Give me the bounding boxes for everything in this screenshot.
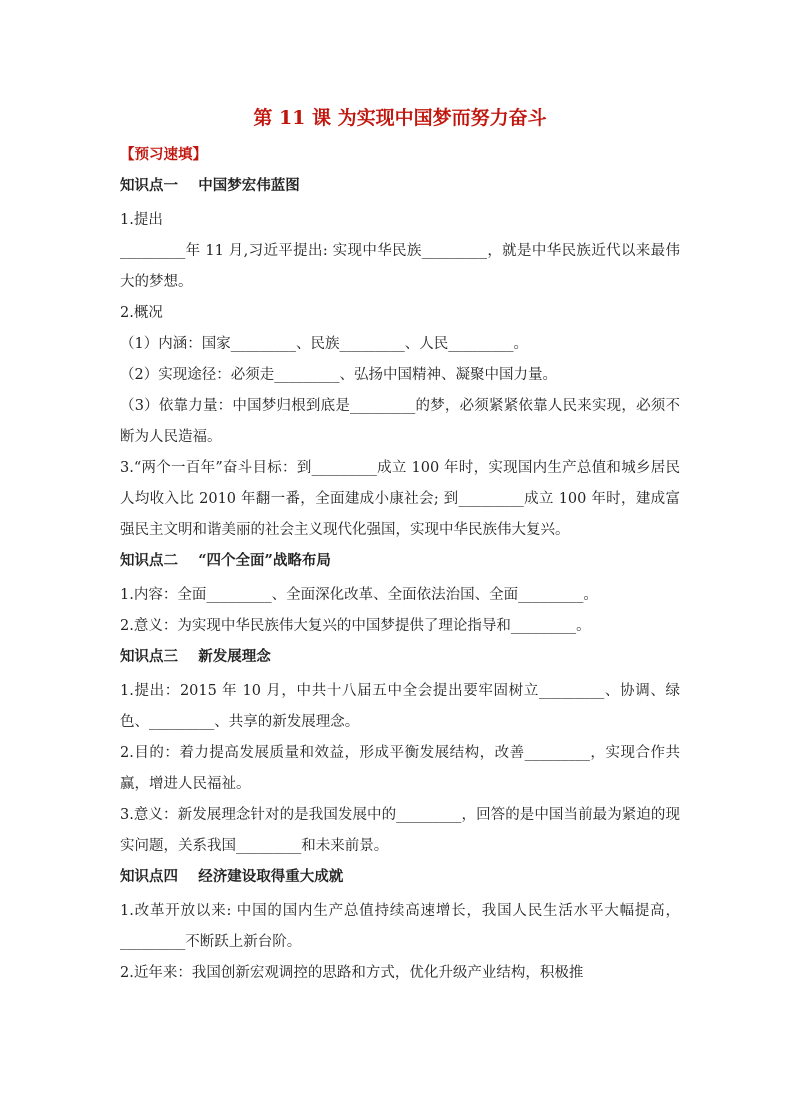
paragraph: 1.提出：2015 年 10 月，中共十八届五中全会提出要牢固树立_________、协调、绿色、_________、共享的新发展理念。	[120, 683, 680, 730]
paragraph: _________年 11 月,习近平提出: 实现中华民族_________，就是中华民族近代以来最伟大的梦想。	[120, 243, 680, 290]
paragraph: 2.目的：着力提高发展质量和效益，形成平衡发展结构，改善_________，实现合作共赢，增进人民福祉。	[120, 745, 680, 792]
page-title: 第 11 课 为实现中国梦而努力奋斗	[253, 107, 547, 129]
knowledge-point-heading: 知识点一 中国梦宏伟蓝图	[120, 177, 300, 194]
paragraph: 1.提出	[120, 212, 163, 228]
knowledge-point-heading: 知识点四 经济建设取得重大成就	[120, 868, 344, 885]
paragraph: 1.改革开放以来: 中国的国内生产总值持续高速增长，我国人民生活水平大幅提高，_________不断跃上新台阶。	[120, 903, 680, 950]
paragraph: 2.意义：为实现中华民族伟大复兴的中国梦提供了理论指导和_________。	[120, 618, 591, 634]
paragraph: 2.近年来：我国创新宏观调控的思路和方式，优化升级产业结构，积极推	[120, 965, 584, 981]
paragraph: （1）内涵：国家_________、民族_________、人民_________。	[120, 336, 528, 352]
paragraph: 1.内容：全面_________、全面深化改革、全面依法治国、全面_________。	[120, 587, 598, 603]
paragraph: （3）依靠力量：中国梦归根到底是_________的梦，必须紧紧依靠人民来实现，必须不断为人民造福。	[120, 398, 680, 445]
paragraph: 3.“两个一百年”奋斗目标：到_________成立 100 年时，实现国内生产总值和城乡居民人均收入比 2010 年翻一番，全面建成小康社会; 到_________成立 100 年时，建成富强民主文明和谐美丽的社会主义现代化强国，实现中华民族伟大复兴。	[120, 460, 680, 538]
paragraph: 3.意义：新发展理念针对的是我国发展中的_________，回答的是中国当前最为紧迫的现实问题，关系我国_________和未来前景。	[120, 807, 680, 854]
knowledge-point-heading: 知识点二 “四个全面”战略布局	[120, 552, 331, 569]
paragraph: （2）实现途径：必须走_________、弘扬中国精神、凝聚中国力量。	[120, 367, 557, 383]
knowledge-blocks	[120, 173, 680, 989]
paragraph: 2.概况	[120, 305, 163, 321]
document-body	[120, 105, 680, 989]
section-tag: 【预习速填】	[120, 146, 207, 163]
knowledge-point-heading: 知识点三 新发展理念	[120, 648, 271, 665]
